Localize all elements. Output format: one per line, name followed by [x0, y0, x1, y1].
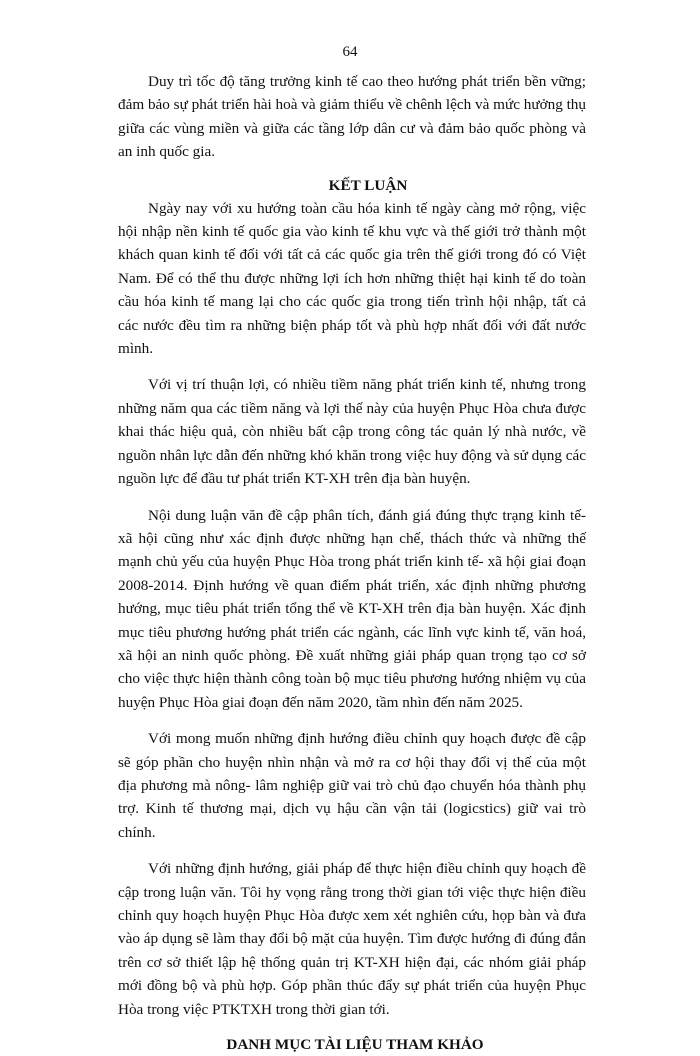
conclusion-paragraph-4: Với mong muốn những định hướng điều chỉnh quy hoạch được đề cập sẽ góp phần cho huyện nhìn nhận và mở ra cơ hội thay đổi vị thế của một địa phương mà nông- lâm nghiệp giữ vai trò chủ đạo chuyển hóa thành phụ trợ. Kinh tế thương mại, dịch vụ hậu cần vận tải (logicstics) giữ vai trò chính.	[118, 730, 586, 841]
conclusion-heading: KẾT LUẬN	[328, 176, 408, 194]
page-number: 64	[342, 44, 358, 60]
document-body	[118, 70, 586, 1056]
conclusion-paragraph-3: Nội dung luận văn đề cập phân tích, đánh giá đúng thực trạng kinh tế- xã hội cũng như xác định được những hạn chế, thách thức và những thế mạnh chủ yếu của huyện Phục Hòa trong phát triển kinh tế- xã hội giai đoạn 2008-2014. Định hướng về quan điểm phát triển, xác định những phương hướng, mục tiêu phát triển tổng thể về KT-XH trên địa bàn huyện. Xác định mục tiêu phương hướng phát triển các ngành, các lĩnh vực kinh tế, văn hoá, xã hội an ninh quốc phòng. Đề xuất những giải pháp quan trọng tạo cơ sở cho việc thực hiện thành công toàn bộ mục tiêu phương hướng nhiệm vụ của huyện Phục Hòa giai đoạn đến năm 2020, tầm nhìn đến năm 2025.	[118, 506, 586, 711]
conclusion-paragraph-2: Với vị trí thuận lợi, có nhiều tiềm năng phát triển kinh tế, nhưng trong những năm qua các tiềm năng và lợi thế này của huyện Phục Hòa chưa được khai thác hiệu quả, còn nhiều bất cập trong công tác quản lý nhà nước, về nguồn nhân lực dẫn đến những khó khăn trong việc huy động và sử dụng các nguồn lực để đầu tư phát triển KT-XH trên địa bàn huyện.	[118, 376, 586, 488]
intro-paragraph: Duy trì tốc độ tăng trưởng kinh tế cao theo hướng phát triển bền vững; đảm bảo sự phát triển hài hoà và giảm thiểu về chênh lệch và mức hưởng thụ giữa các vùng miền và giữa các tầng lớp dân cư và đảm bảo quốc phòng và an inh quốc gia.	[118, 73, 586, 161]
conclusion-paragraph-5: Với những định hướng, giải pháp để thực hiện điều chỉnh quy hoạch đề cập trong luận văn. Tôi hy vọng rằng trong thời gian tới việc thực hiện điều chỉnh quy hoạch huyện Phục Hòa được xem xét nghiên cứu, họp bàn và đưa vào áp dụng sẽ làm thay đổi bộ mặt của huyện. Tìm được hướng đi đúng đắn trên cơ sở thiết lập hệ thống quản trị KT-XH hiện đại, các nhóm giải pháp mới đồng bộ và phù hợp. Góp phần thúc đẩy sự phát triển của huyện Phục Hòa trong việc PTKTXH trong thời gian tới.	[118, 860, 586, 1018]
conclusion-paragraph-1: Ngày nay với xu hướng toàn cầu hóa kinh tế ngày càng mở rộng, việc hội nhập nền kinh tế quốc gia vào kinh tế khu vực và thế giới trở thành một khách quan kinh tế đối với tất cả các quốc gia trên thế giới trong đó có Việt Nam. Để có thể thu được những lợi ích hơn những thiệt hại kinh tế do toàn cầu hóa kinh tế mang lại cho các quốc gia trong tiến trình hội nhập, tất cả các nước đều tìm ra những biện pháp tốt và phù hợp nhất đối với đất nước mình.	[118, 199, 586, 358]
references-heading: DANH MỤC TÀI LIỆU THAM KHẢO	[226, 1036, 484, 1054]
